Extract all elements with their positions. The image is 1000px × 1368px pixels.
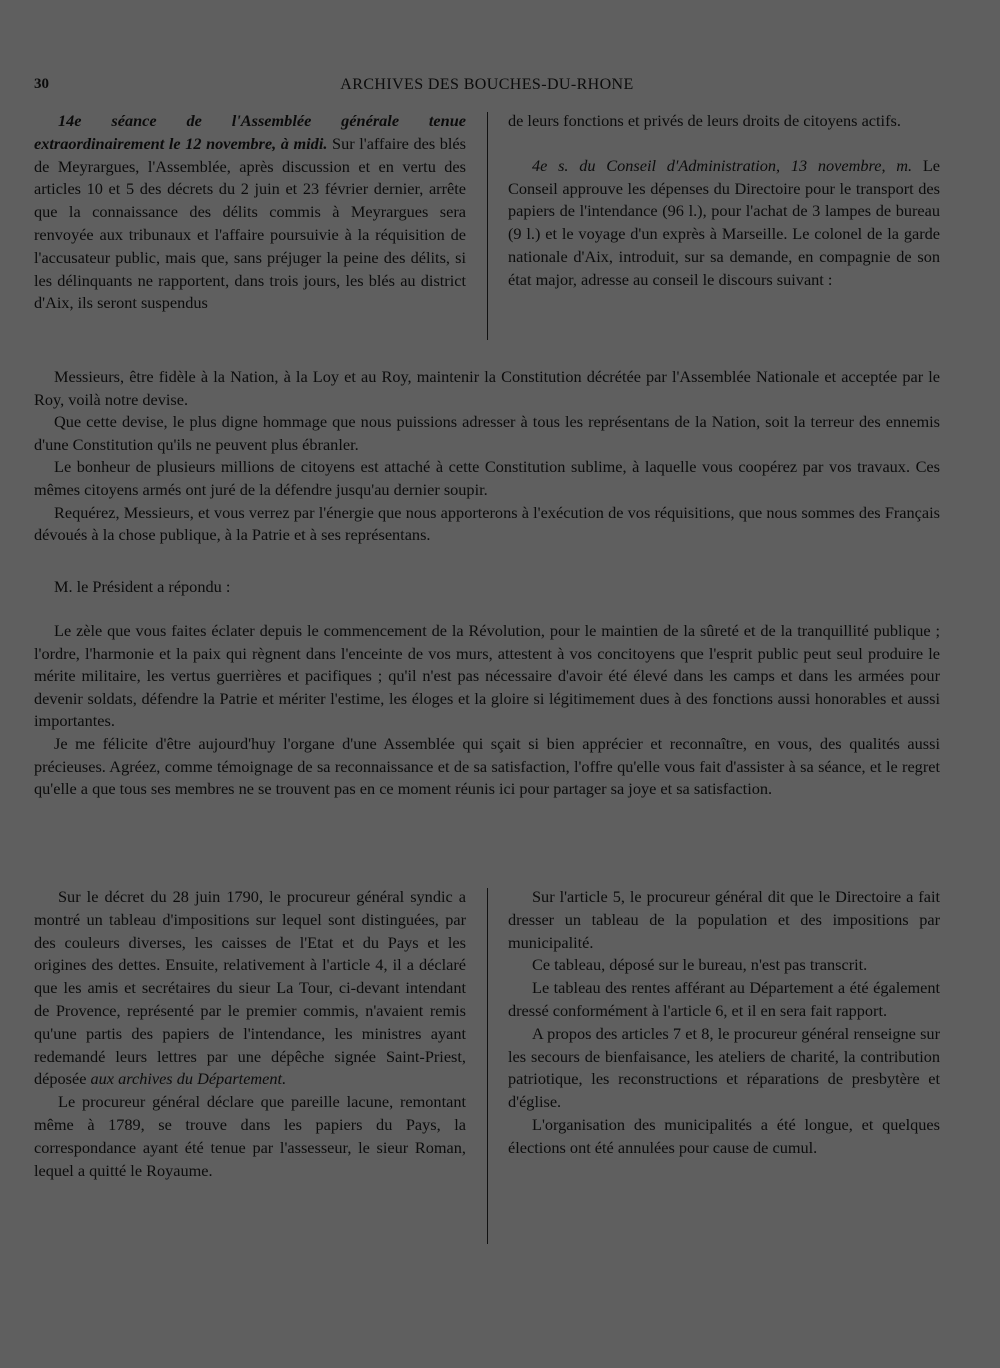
top-left-column [34,110,466,315]
bottom-left-column [34,886,466,1182]
speech-paragraph-4: Requérez, Messieurs, et vous verrez par l'énergie que nous apporterons à l'exécution de vos réquisitions, que nous sommes des Français dévoués à la chose publique, à la Patrie et à ses représentans. [34,502,940,545]
colonel-speech [34,366,940,547]
session-14-text: Sur l'affaire des blés de Meyrargues, l'Assemblée, après discussion et en vertu des articles 10 et 5 des décrets du 2 juin et 23 février dernier, arrête que la connaissance des délits commis à Meyrargues sera renvoyée aux tribunaux et l'affaire poursuivie à la réquisition de l'accusateur public, mais que, sans préjuger la peine des délits, si les délinquants ne rapportent, dans trois jours, les blés au district d'Aix, ils seront suspendus [34,133,466,313]
column-divider-bottom [487,888,488,1244]
page-number: 30 [34,76,49,92]
session-4-paragraph [508,155,940,292]
speech-paragraph-1: Messieurs, être fidèle à la Nation, à la Loy et au Roy, maintenir la Constitution décrétée par l'Assemblée Nationale et acceptée par le Roy, voilà notre devise. [34,367,940,409]
running-title: ARCHIVES DES BOUCHES-DU-RHONE [340,76,634,93]
decree-paragraph [34,886,466,1091]
suspension-continuation: de leurs fonctions et privés de leurs droits de citoyens actifs. [508,111,901,130]
decree-text: Sur le décret du 28 juin 1790, le procureur général syndic a montré un tableau d'impositions sur lequel sont distinguées, par des couleurs diverses, les caisses de l'Etat et du Pays et les origines des dettes. Ensuite, relativement à l'article 4, il a déclaré que les amis et secrétaires du sieur La Tour, ci-devant intendant de Provence, représenté par le premier commis, n'avaient remis qu'une partis des papiers de l'intendance, les ministres ayant redemandé leurs lettres par une dépêche signée Saint-Priest, déposée [34,887,466,1089]
speech-paragraph-2: Que cette devise, le plus digne hommage que nous puissions adresser à tous les représentans de la Nation, soit la terreur des ennemis d'une Constitution qu'ils ne peuvent plus ébranler. [34,412,940,454]
page-header [34,76,940,100]
session-4-text: Le Conseil approuve les dépenses du Directoire pour le transport des papiers de l'intendance (96 l.), pour l'achat de 3 lampes de bureau (9 l.) et le voyage d'un exprès à Marseille. Le colonel de la garde nationale d'Aix, introduit, sur sa demande, en compagnie de son état major, adresse au conseil le discours suivant : [508,155,940,289]
top-right-column [508,110,940,292]
municipalites-paragraph: L'organisation des municipalités a été longue, et quelques élections ont été annulées pour cause de cumul. [508,1114,940,1157]
president-reply [34,620,940,801]
session-14-heading: 14e séance de l'Assemblée générale tenue extraordinairement le 12 novembre, à midi. [34,111,466,153]
articles-7-8-paragraph: A propos des articles 7 et 8, le procureur général renseigne sur les secours de bienfaisance, les ateliers de charité, la contribution patriotique, les reconstructions et réparations de presbytère et d'église. [508,1023,940,1112]
speech-paragraph-3: Le bonheur de plusieurs millions de citoyens est attaché à cette Constitution sublime, à laquelle vous coopérez par vos travaux. Ces mêmes citoyens armés ont juré de la défendre jusqu'au dernier soupir. [34,457,940,499]
president-intro-text: M. le Président a répondu : [54,577,231,596]
session-14-paragraph [34,110,466,315]
tableau-paragraph: Ce tableau, déposé sur le bureau, n'est pas transcrit. [532,955,868,975]
column-divider-top [487,112,488,340]
reply-paragraph-1: Le zèle que vous faites éclater depuis le commencement de la Révolution, pour le maintien de la sûreté et de la tranquillité publique ; l'ordre, l'harmonie et la paix qui règnent dans l'enceinte de vos murs, attestent à vos concitoyens que l'esprit public peut seul produire le mérite militaire, les vertus guerrières et pacifiques ; qu'il n'est pas nécessaire d'avoir été élevé dans les camps et dans les armées pour devenir soldats, défendre la Patrie et mériter l'estime, les éloges et la gloire si légitimement dues à des fonctions aussi honorables et aussi importantes. [34,621,940,731]
article-5-paragraph: Sur l'article 5, le procureur général dit que le Directoire a fait dresser un tableau de la population et des impositions par municipalité. [508,887,940,952]
session-4-heading: 4e s. du Conseil d'Administration, 13 novembre, m. [532,155,913,175]
bottom-right-column [508,886,940,1160]
reply-paragraph-2: Je me félicite d'être aujourd'huy l'organe d'une Assemblée qui sçait si bien apprécier et reconnaître, en vous, des qualités aussi précieuses. Agréez, comme témoignage de sa reconnaissance et de sa satisfaction, l'offre qu'elle vous fait d'assister à sa séance, et le regret qu'elle a que tous ses membres ne se trouvent pas en ce moment réunis ici pour partager sa joye et sa satisfaction. [34,733,940,799]
decree-italic-ending: aux archives du Département. [90,1069,287,1089]
lacune-paragraph: Le procureur général déclare que pareille lacune, remontant même à 1789, se trouve dans les papiers du Pays, la correspondance ayant été tenue par l'assesseur, le sieur Roman, lequel a quitté le Royaume. [34,1092,466,1180]
rentes-paragraph: Le tableau des rentes afférant au Département a été également dressé conformément à l'article 6, et il en sera fait rapport. [508,978,940,1020]
president-intro [34,576,940,599]
